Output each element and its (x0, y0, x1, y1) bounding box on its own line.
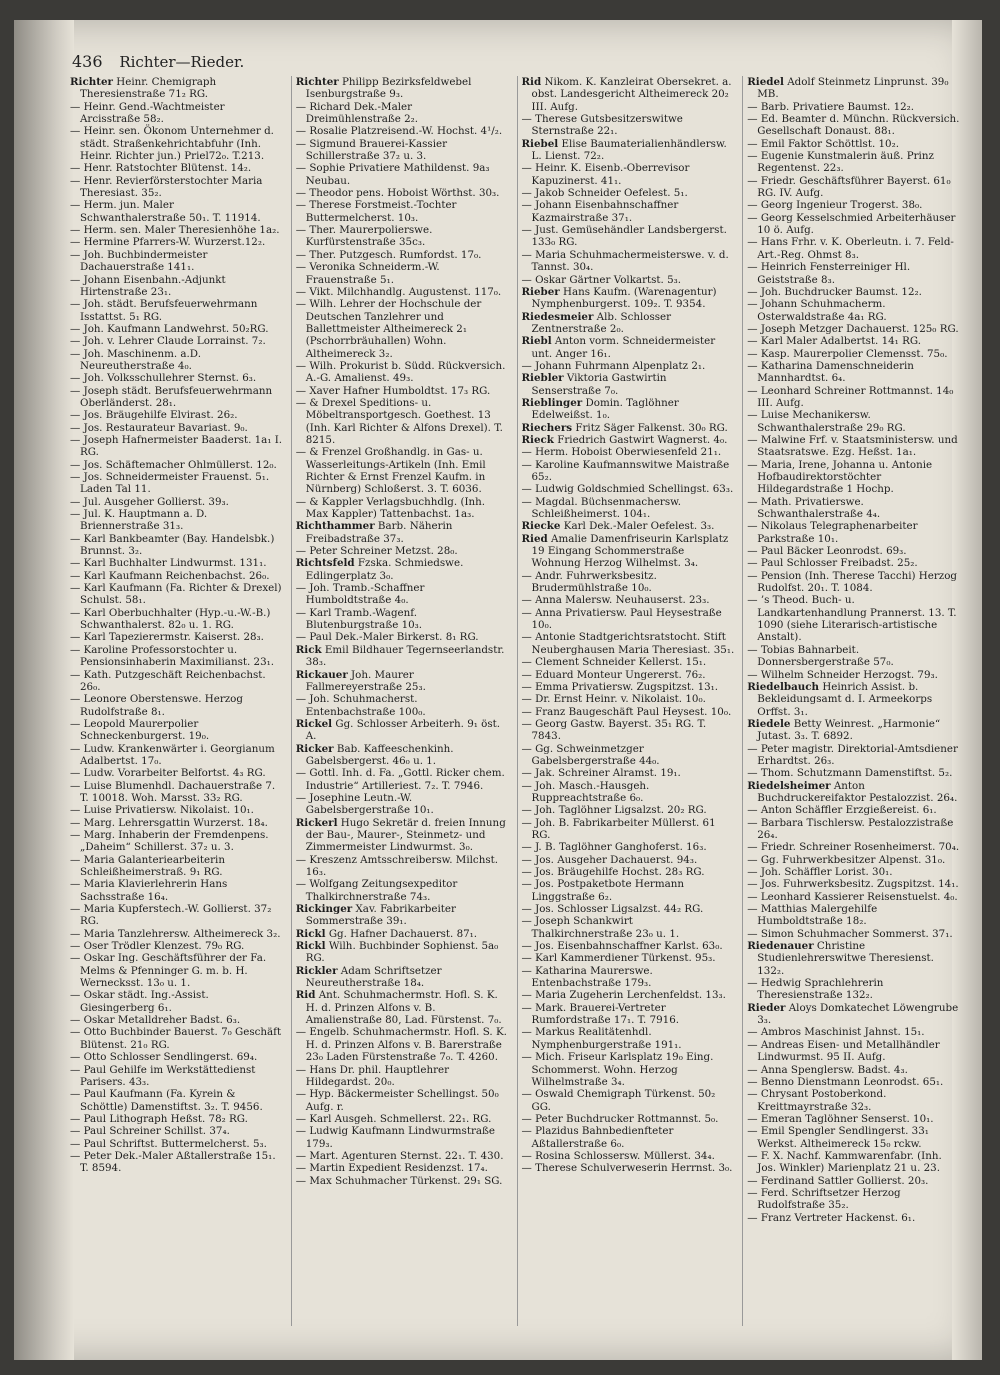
directory-entry: Riedenauer Christine Studienlehrerswitwe Theresienst. 132₂. (747, 940, 934, 977)
column-3 (517, 76, 735, 1326)
surname: Riebel (521, 137, 559, 150)
directory-entry: — Karoline Kaufmannswitwe Maistraße 65₂. (521, 458, 730, 483)
directory-entry: Ried Amalie Damenfriseurin Karlsplatz 19 Eingang Schommerstraße Wohnung Herzog Wilhelmst. 3₄. (521, 532, 729, 570)
directory-entry: Riedele Betty Weinrest. „Harmonie“ Jutast. 3₃. T. 6892. (747, 717, 941, 743)
directory-entry: — Joseph Hafnermeister Baaderst. 1a₁ I. RG. (70, 433, 283, 459)
directory-entry: Rieck Friedrich Gastwirt Wagnerst. 4₀. (521, 433, 728, 446)
directory-entry: — Markus Realitätenhdl. Nymphenburgerstraße 191₁. (521, 1026, 682, 1051)
directory-entry: — Karl Kammerdiener Türkenst. 95₃. (521, 952, 716, 965)
directory-entry: — J. B. Taglöhner Ganghoferst. 16₃. (521, 841, 707, 854)
directory-entry: — Peter Buchdrucker Rottmannst. 5₀. (521, 1112, 719, 1125)
directory-entry: — Luise Privatiersw. Nikolaist. 10₁. (70, 804, 254, 817)
directory-entry: — Gottl. Inh. d. Fa. „Gottl. Ricker chem. Industrie“ Artilleriest. 7₂. T. 7946. (295, 767, 505, 792)
directory-entry: — Franz Vertreter Hackenst. 6₁. (747, 1211, 916, 1224)
directory-entry: — Heinrich Fensterreiniger Hl. Geiststraße 8₃. (747, 261, 911, 286)
directory-entry: — Andr. Fuhrwerksbesitz. Brudermühlstraße 10₀. (521, 569, 657, 595)
directory-entry: — Heinr. K. Eisenb.-Oberrevisor Kapuzinerst. 41₁. (521, 162, 690, 187)
directory-entry: Rickl Gg. Hafner Dachauerst. 87₁. (295, 927, 478, 940)
directory-entry: — Joh. Buchdrucker Baumst. 12₂. (747, 285, 922, 298)
surname: Rickl (295, 927, 326, 940)
directory-entry: — Thom. Schutzmann Damenstiftst. 5₂. (747, 767, 953, 780)
directory-entry: — Theodor pens. Hoboist Wörthst. 30₃. (295, 187, 500, 200)
directory-entry: — Jos. Ausgeher Dachauerst. 94₃. (521, 853, 698, 866)
directory-entry: Riebler Viktoria Gastwirtin Senserstraße 7₀. (521, 372, 667, 397)
directory-entry: Rick Emil Bildhauer Tegernseerlandstr. 38₃. (295, 643, 505, 669)
surname: Ricker (295, 742, 334, 755)
directory-entry: — Herm. jun. Maler Schwanthalerstraße 50₁. T. 11914. (70, 199, 261, 224)
surname: Rid (295, 989, 316, 1002)
directory-entry: Richter Heinr. Chemigraph Theresienstraße 71₂ RG. (70, 76, 217, 101)
directory-entry: — Joh. Buchbindermeister Dachauerstraße 141₁. (70, 248, 208, 274)
surname: Rieck (521, 433, 554, 446)
directory-entry: Rickl Wilh. Buchbinder Sophienst. 5a₀ RG. (295, 940, 499, 965)
directory-entry: Riedelbauch Heinrich Assist. b. Bekleidungsamt d. I. Armeekorps Orffst. 3₁. (747, 680, 933, 718)
directory-entry: — Jos. Eisenbahnschaffner Karlst. 63₀. (521, 940, 723, 953)
directory-entry: — Mich. Friseur Karlsplatz 19₀ Eing. Schommerst. Wohn. Herzog Wilhelmstraße 3₄. (521, 1051, 714, 1088)
directory-entry: — Katharina Damenschneiderin Mannhardtst. 6₄. (747, 359, 914, 385)
directory-columns (70, 76, 960, 1326)
directory-entry: — Joseph Metzger Dachauerst. 125₀ RG. (747, 322, 959, 335)
surname: Richthammer (295, 520, 375, 533)
directory-entry: — Dr. Ernst Heinr. v. Nikolaist. 10₀. (521, 693, 706, 706)
directory-entry: — & Drexel Speditions- u. Möbeltransportgesch. Goethest. 13 (Inh. Karl Richter & Alfons Drexel). T. 8215. (295, 396, 503, 446)
directory-entry: — Math. Privatierswe. Schwanthalerstraße 4₄. (747, 495, 881, 521)
directory-entry: — Jos. Restaurateur Bavariast. 9₀. (70, 421, 248, 434)
directory-entry: — Paul Bäcker Leonrodst. 69₃. (747, 545, 907, 558)
directory-entry: — Oskar Metalldreher Badst. 6₃. (70, 1014, 241, 1027)
directory-entry: — Ferd. Schriftsetzer Herzog Rudolfstraße 35₂. (747, 1186, 901, 1212)
surname: Riebl (521, 335, 552, 348)
surname: Riedelbauch (747, 680, 820, 693)
directory-entry: — Just. Gemüsehändler Landsbergerst. 133₀ RG. (521, 224, 727, 249)
directory-entry: Riebel Elise Baumaterialienhändlersw. L. Lienst. 72₂. (521, 137, 727, 163)
surname: Riebler (521, 372, 564, 385)
directory-entry: — Karl Kaufmann Reichenbachst. 26₀. (70, 569, 270, 582)
directory-entry: — Jul. K. Hauptmann a. D. Briennerstraße 31₃. (70, 508, 208, 533)
directory-entry: Riechers Fritz Säger Falkenst. 30₀ RG. (521, 421, 728, 434)
directory-entry: — Sophie Privatiere Mathildenst. 9a₃ Neubau. (295, 162, 490, 187)
directory-entry: — Paul Schlosser Freibadst. 25₂. (747, 557, 918, 570)
directory-entry: — Johann Schuhmacherm. Osterwaldstraße 4a₁ RG. (747, 298, 887, 323)
directory-entry: Riecke Karl Dek.-Maler Oefelest. 3₃. (521, 520, 715, 533)
directory-entry: — Ferdinand Sattler Gollierst. 20₃. (747, 1174, 929, 1187)
directory-entry: — Ed. Beamter d. Münchn. Rückversich. Gesellschaft Donaust. 88₁. (747, 113, 960, 138)
directory-entry: Riedesmeier Alb. Schlosser Zentnerstraße 2₀. (521, 310, 672, 335)
directory-entry: — Johann Fuhrmann Alpenplatz 2₁. (521, 359, 706, 372)
directory-entry: — Jos. Postpaketbote Hermann Linggstraße 6₂. (521, 878, 685, 903)
directory-entry: — Nikolaus Telegraphenarbeiter Parkstraße 10₁. (747, 520, 918, 545)
directory-entry: — Paul Schreiner Schillst. 37₄. (70, 1125, 230, 1138)
directory-entry: — Karl Buchhalter Lindwurmst. 131₁. (70, 557, 267, 570)
directory-entry: — Maria Galanteriearbeiterin Schleißheimerstraß. 9₁ RG. (70, 853, 225, 878)
directory-entry: Rickel Gg. Schlosser Arbeiterh. 9₁ öst. A. (295, 717, 501, 743)
directory-entry: — Maria Zugeherin Lerchenfeldst. 13₃. (521, 989, 726, 1002)
directory-entry: — Wilh. Lehrer der Hochschule der Deutschen Tanzlehrer und Ballettmeister Altheimereck 2₁ (Pschorrbräuhallen) Wohn. Altheimereck 3₂. (295, 298, 482, 360)
surname: Rickerl (295, 816, 338, 829)
directory-entry: — Jos. Bräugehilfe Hochst. 28₃ RG. (521, 866, 705, 878)
surname: Riechers (521, 421, 573, 434)
directory-entry: — Ther. Putzgesch. Rumfordst. 17₀. (295, 248, 482, 261)
running-title: Richter—Rieder. (119, 53, 245, 71)
surname: Riedel (747, 76, 784, 88)
directory-entry: — Wilhelm Schneider Herzogst. 79₃. (747, 668, 938, 681)
directory-entry: — Karl Ausgeh. Schmellerst. 22₁. RG. (295, 1112, 492, 1125)
directory-entry: — Kasp. Maurerpolier Clemensst. 75₀. (747, 347, 948, 360)
directory-entry: — Peter magistr. Direktorial-Amtsdiener Erhardtst. 26₃. (747, 742, 958, 767)
directory-entry: — Maria Tanzlehrersw. Altheimereck 3₂. (70, 927, 281, 940)
surname: Rickl (295, 940, 326, 953)
directory-entry: — Richard Dek.-Maler Dreimühlenstraße 2₂. (295, 100, 419, 126)
directory-entry: — Wolfgang Zeitungsexpeditor Thalkirchnerstraße 74₃. (295, 878, 458, 903)
directory-entry: — Kreszenz Amtsschreibersw. Milchst. 16₃. (295, 853, 499, 878)
directory-entry: — Paul Gehilfe im Werkstättedienst Parisers. 43₃. (70, 1063, 256, 1088)
directory-entry: Rieder Aloys Domkatechet Löwengrube 3₃. (747, 1001, 959, 1027)
directory-entry: — & Frenzel Großhandlg. in Gas- u. Wasserleitungs-Artikeln (Inh. Emil Richter & Ernst Frenzel Kaufm. in Nürnberg) Schloßerst. 3. T. 6036. (295, 446, 486, 496)
directory-entry: Rid Ant. Schuhmachermstr. Hofl. S. K. H. d. Prinzen Alfons v. B. Amalienstraße 80, Lad. Fürstenst. 7₀. (295, 989, 502, 1027)
directory-entry: — Paul Schriftst. Buttermelcherst. 5₃. (70, 1137, 267, 1150)
directory-entry: — Friedr. Schreiner Rosenheimerst. 70₄. (747, 841, 960, 854)
directory-entry: — Joh. Taglöhner Ligsalzst. 20₂ RG. (521, 804, 707, 817)
directory-entry: — Therese Forstmeist.-Tochter Buttermelcherst. 10₃. (295, 199, 457, 224)
directory-entry: — Maria, Irene, Johanna u. Antonie Hofbaudirektorstöchter Hildegardstraße 1 Hochp. (747, 458, 933, 496)
page-number: 436 (72, 52, 103, 71)
directory-entry: — Georg Ingenieur Trogerst. 38₀. (747, 199, 923, 212)
directory-entry: — Malwine Frf. v. Staatsministersw. und Staatsratswe. Ezg. Heßst. 1a₁. (747, 433, 958, 459)
directory-entry: — Mark. Brauerei-Vertreter Rumfordstraße 17₁. T. 7916. (521, 1001, 680, 1027)
directory-entry: — Rosalie Platzreisend.-W. Hochst. 4¹/₂. (295, 125, 503, 138)
directory-entry: — Leopold Maurerpolier Schneckenburgerst. 19₀. (70, 717, 210, 743)
surname: Richter (295, 76, 339, 88)
directory-entry: — Gg. Fuhrwerkbesitzer Alpenst. 31₀. (747, 853, 946, 866)
surname: Rieder (747, 1001, 786, 1014)
directory-entry: — Vikt. Milchhandlg. Augustenst. 117₀. (295, 285, 502, 298)
surname: Rieber (521, 285, 560, 298)
directory-entry: — Anna Privatiersw. Paul Heysestraße 10₀. (521, 606, 722, 632)
directory-entry: — Wilh. Prokurist b. Südd. Rückversich. A.-G. Amalienst. 49₃. (295, 359, 506, 385)
directory-entry: — Marg. Lehrersgattin Wurzerst. 18₄. (70, 816, 268, 829)
directory-entry: — Paul Dek.-Maler Birkerst. 8₁ RG. (295, 631, 479, 644)
directory-entry: — Ludw. Krankenwärter i. Georgianum Adalbertst. 17₀. (70, 742, 275, 767)
directory-entry: — Jos. Schneidermeister Frauenst. 5₁. Laden Tal 11. (70, 471, 270, 496)
directory-entry: — Joh. Tramb.-Schaffner Humboldtstraße 4₀. (295, 582, 425, 607)
directory-entry: — Karl Tramb.-Wagenf. Blutenburgstraße 10₃. (295, 606, 423, 632)
directory-entry: — Tobias Bahnarbeit. Donnersbergerstraße 57₀. (747, 643, 894, 669)
directory-entry: — Jak. Schreiner Alramst. 19₁. (521, 767, 681, 780)
directory-entry: — Joh. städt. Berufsfeuerwehrmann Isstattst. 5₁ RG. (70, 298, 258, 323)
directory-entry: — Clement Schneider Kellerst. 15₁. (521, 656, 707, 669)
directory-entry: — Georg Gastw. Bayerst. 35₁ RG. T. 7843. (521, 717, 707, 743)
directory-entry: — Franz Baugeschäft Paul Heysest. 10₀. (521, 705, 732, 718)
directory-entry: — Magdal. Büchsenmachersw. Schleißheimerst. 104₁. (521, 495, 681, 521)
directory-entry: — Barbara Tischlersw. Pestalozzistraße 26₄. (747, 816, 954, 841)
directory-entry: — Matthias Malergehilfe Humboldtstraße 18₂. (747, 903, 878, 928)
surname: Rick (295, 643, 322, 656)
column-1 (70, 76, 283, 1326)
surname: Richter (70, 76, 113, 88)
directory-entry: — Maria Kupferstech.-W. Gollierst. 37₂ RG. (70, 903, 272, 928)
directory-entry: — Oskar städt. Ing.-Assist. Giesingerberg 6₁. (70, 989, 209, 1014)
directory-entry: — Henr. Ratstochter Blütenst. 14₂. (70, 162, 252, 175)
directory-entry: — Georg Kesselschmied Arbeiterhäuser 10 ö. Aufg. (747, 211, 956, 237)
column-2 (291, 76, 509, 1326)
directory-entry: — Joh. Volksschullehrer Sternst. 6₃. (70, 372, 257, 385)
directory-entry: — & Kappler Verlagsbuchhdlg. (Inh. Max Kappler) Tattenbachst. 1a₃. (295, 495, 486, 521)
directory-entry: — Ambros Maschinist Jahnst. 15₁. (747, 1026, 925, 1039)
directory-entry: Richter Philipp Bezirksfeldwebel Isenburgstraße 9₃. (295, 76, 472, 101)
directory-entry: — Jos. Fuhrwerksbesitz. Zugspitzst. 14₁. (747, 878, 959, 891)
directory-entry: — Peter Dek.-Maler Aßtallerstraße 15₁. T. 8594. (70, 1149, 276, 1175)
directory-entry: — Joh. B. Fabrikarbeiter Müllerst. 61 RG. (521, 816, 716, 841)
surname: Riedele (747, 717, 791, 730)
directory-entry: — Kath. Putzgeschäft Reichenbachst. 26₀. (70, 668, 266, 693)
directory-entry: — Joseph städt. Berufsfeuerwehrmann Oberländerst. 28₁. (70, 384, 273, 409)
surname: Rickler (295, 964, 338, 977)
directory-entry: — Hans Frhr. v. K. Oberleutn. i. 7. Feld-Art.-Reg. Ohmst 8₃. (747, 236, 954, 261)
directory-entry: Rickler Adam Schriftsetzer Neureutherstraße 18₄. (295, 964, 442, 990)
directory-entry: — Anton Schäffler Erzgießereist. 6₁. (747, 804, 937, 817)
directory-entry: — Anna Spenglersw. Badst. 4₃. (747, 1063, 908, 1076)
directory-entry: Rieblinger Domin. Taglöhner Edelweißst. 1₀. (521, 396, 679, 422)
directory-entry: — Joh. v. Lehrer Claude Lorrainst. 7₂. (70, 335, 266, 348)
directory-entry: — Hermine Pfarrers-W. Wurzerst.12₂. (70, 236, 266, 249)
directory-entry: Rickinger Xav. Fabrikarbeiter Sommerstraße 39₁. (295, 903, 456, 928)
directory-entry: — Emil Faktor Schöttlst. 10₂. (747, 137, 900, 150)
directory-entry: — Paul Lithograph Heßst. 78₂ RG. (70, 1112, 248, 1125)
directory-entry: Riedel Adolf Steinmetz Linprunst. 39₀ MB. (747, 76, 949, 101)
directory-entry: — Pension (Inh. Therese Tacchi) Herzog Rudolfst. 20₁. T. 1084. (747, 569, 958, 595)
directory-entry: — Chrysant Postoberkond. Kreittmayrstraße 32₃. (747, 1088, 887, 1113)
directory-entry: — Hyp. Bäckermeister Schellingst. 50₀ Aufg. r. (295, 1088, 499, 1113)
surname: Riedesmeier (521, 310, 594, 323)
directory-entry: — Therese Schulverweserin Herrnst. 3₀. (521, 1162, 733, 1175)
directory-entry: — Joh. Schuhmacherst. Entenbachstraße 100₀. (295, 693, 426, 718)
directory-entry: — Mart. Agenturen Sternst. 22₁. T. 430. (295, 1149, 504, 1162)
directory-entry: — Engelb. Schuhmachermstr. Hofl. S. K. H. d. Prinzen Alfons v. B. Barerstraße 23₀ Laden Fürstenstraße 7₀. T. 4260. (295, 1026, 507, 1064)
directory-entry: — Rosina Schlossersw. Müllerst. 34₄. (521, 1149, 715, 1162)
directory-entry: — Leonhard Kassierer Reisenstuelst. 4₀. (747, 890, 958, 903)
directory-entry: — Anna Malersw. Neuhauserst. 23₃. (521, 594, 710, 607)
surname: Rieblinger (521, 396, 583, 409)
directory-entry: — Gg. Schweinmetzger Gabelsbergerstraße 44₀. (521, 742, 660, 767)
directory-entry: — Karl Bankbeamter (Bay. Handelsbk.) Brunnst. 3₂. (70, 532, 275, 558)
directory-entry: — ’s Theod. Buch- u. Landkartenhandlung Prannerst. 13. T. 1090 (siehe Literarisch-artistische Anstalt). (747, 594, 957, 644)
directory-entry: — Henr. Revierförsterstochter Maria Theresiast. 35₂. (70, 174, 263, 200)
directory-entry: — Jul. Ausgeher Gollierst. 39₃. (70, 495, 229, 508)
directory-entry: — Joh. Masch.-Hausgeh. Ruppreachtstraße 6₀. (521, 779, 650, 804)
directory-entry: — Karl Oberbuchhalter (Hyp.-u.-W.-B.) Schwanthalerst. 82₀ u. 1. RG. (70, 606, 271, 632)
directory-entry: — Barb. Privatiere Baumst. 12₂. (747, 100, 915, 113)
surname: Rickel (295, 717, 333, 730)
directory-entry: — F. X. Nachf. Kammwarenfabr. (Inh. Jos. Winkler) Marienplatz 21 u. 23. (747, 1149, 942, 1175)
directory-entry: — Ludw. Vorarbeiter Belfortst. 4₃ RG. (70, 767, 266, 780)
directory-entry: — Sigmund Brauerei-Kassier Schillerstraße 37₂ u. 3. (295, 137, 448, 163)
directory-entry: — Paul Kaufmann (Fa. Kyrein & Schöttle) Damenstiftst. 3₂. T. 9456. (70, 1088, 263, 1113)
directory-entry: — Therese Gutsbesitzerswitwe Sternstraße 22₁. (521, 113, 683, 138)
directory-entry: — Hans Dr. phil. Hauptlehrer Hildegardst. 20₀. (295, 1063, 450, 1088)
directory-entry: — Heinr. Gend.-Wachtmeister Arcisstraße 58₂. (70, 100, 225, 126)
directory-entry: — Emil Spengler Sendlingerst. 33₁ Werkst. Altheimereck 15₀ rckw. (747, 1125, 929, 1150)
directory-entry: — Peter Schreiner Metzst. 28₀. (295, 545, 458, 558)
directory-entry: — Herm. Hoboist Oberwiesenfeld 21₁. (521, 446, 722, 459)
directory-entry: — Leonore Oberstenswe. Herzog Rudolfstraße 8₁. (70, 693, 243, 718)
directory-entry: — Emma Privatiersw. Zugspitzst. 13₁. (521, 680, 719, 693)
directory-entry: — Heinr. sen. Ökonom Unternehmer d. städt. Straßenkehrichtabfuhr (Inh. Heinr. Richter jun.) Priel72₀. T.213. (70, 125, 274, 163)
directory-entry: Riebl Anton vorm. Schneidermeister unt. Anger 16₁. (521, 335, 716, 360)
directory-entry: — Andreas Eisen- und Metallhändler Lindwurmst. 95 II. Aufg. (747, 1038, 940, 1064)
surname: Riedelsheimer (747, 779, 831, 792)
directory-entry: — Max Schuhmacher Türkenst. 29₁ SG. (295, 1174, 503, 1187)
directory-entry: — Josephine Leutn.-W. Gabelsbergerstraße 10₁. (295, 791, 434, 817)
directory-entry: — Ludwig Goldschmied Schellingst. 63₃. (521, 483, 734, 496)
directory-entry: — Karl Kaufmann (Fa. Richter & Drexel) Schulst. 58₁. (70, 582, 282, 607)
directory-entry: — Karl Maler Adalbertst. 14₁ RG. (747, 335, 921, 348)
directory-entry: — Hedwig Sprachlehrerin Theresienstraße 132₂. (747, 977, 884, 1002)
directory-entry: — Eugenie Kunstmalerin äuß. Prinz Regentenst. 22₃. (747, 150, 934, 175)
directory-entry: — Herm. sen. Maler Theresienhöhe 1a₂. (70, 224, 280, 237)
directory-entry: — Leonhard Schreiner Rottmannst. 14₀ III. Aufg. (747, 384, 954, 409)
directory-entry: — Joh. Kaufmann Landwehrst. 50₂RG. (70, 322, 269, 335)
surname: Riedenauer (747, 940, 814, 953)
directory-entry: — Karoline Professorstochter u. Pensionsinhaberin Maximilianst. 23₁. (70, 643, 275, 669)
directory-entry: Rid Nikom. K. Kanzleirat Obersekret. a. obst. Landesgericht Altheimereck 20₂ III. Aufg. (521, 76, 732, 113)
directory-entry: — Benno Dienstmann Leonrodst. 65₁. (747, 1075, 944, 1088)
directory-entry: — Eduard Monteur Ungererst. 76₂. (521, 668, 706, 681)
directory-entry: — Katharina Maurerswe. Entenbachstraße 179₃. (521, 964, 653, 990)
directory-entry: — Luise Blumenhdl. Dachauerstraße 7. T. 10018. Woh. Marsst. 33₂ RG. (70, 779, 276, 804)
directory-entry: — Emeran Taglöhner Senserst. 10₁. (747, 1112, 934, 1125)
directory-entry: — Jos. Schäftemacher Ohlmüllerst. 12₀. (70, 458, 277, 471)
running-header (72, 52, 244, 71)
directory-entry: — Joh. Schäffler Lorist. 30₁. (747, 866, 893, 878)
directory-entry: — Maria Schuhmachermeisterswe. v. d. Tannst. 30₄. (521, 248, 729, 274)
surname: Rickauer (295, 668, 348, 681)
surname: Riecke (521, 520, 561, 533)
directory-entry: Riedelsheimer Anton Buchdruckereifaktor Pestalozzist. 26₄. (747, 779, 958, 804)
directory-entry: — Ther. Maurerpolierswe. Kurfürstenstraße 35c₃. (295, 224, 433, 249)
directory-entry: — Oskar Ing. Geschäftsführer der Fa. Melms & Pfenninger G. m. b. H. Wernecksst. 13₀ u. 1. (70, 952, 267, 990)
directory-entry: — Otto Schlosser Sendlingerst. 69₄. (70, 1051, 258, 1064)
directory-entry: — Jos. Bräugehilfe Elvirast. 26₂. (70, 409, 238, 422)
directory-entry: Ricker Bab. Kaffeeschenkinh. Gabelsbergerst. 46₀ u. 1. (295, 742, 454, 767)
directory-entry: — Plazidus Bahnbedienfteter Aßtallerstraße 6₀. (521, 1125, 674, 1150)
directory-entry: — Johann Eisenbahn.-Adjunkt Hirtenstraße 23₁. (70, 273, 226, 298)
directory-entry: — Simon Schuhmacher Sommerst. 37₁. (747, 927, 953, 940)
directory-entry: — Oskar Gärtner Volkartst. 5₃. (521, 273, 682, 286)
directory-entry: — Ludwig Kaufmann Lindwurmstraße 179₃. (295, 1125, 496, 1150)
directory-entry: — Joseph Schankwirt Thalkirchnerstraße 23₀ u. 1. (521, 915, 680, 940)
book-spine-shadow (14, 20, 74, 1360)
directory-entry: — Jakob Schneider Oefelest. 5₁. (521, 187, 688, 200)
directory-entry: — Oswald Chemigraph Türkenst. 50₂ GG. (521, 1088, 716, 1113)
directory-entry: — Karl Tapezierermstr. Kaiserst. 28₃. (70, 631, 264, 644)
directory-entry: Richtsfeld Fzska. Schmiedswe. Edlingerplatz 3₀. (295, 557, 464, 582)
column-4 (742, 76, 960, 1326)
directory-entry: — Martin Expedient Residenzst. 17₄. (295, 1162, 488, 1175)
directory-entry: — Luise Mechanikersw. Schwanthalerstraße 29₀ RG. (747, 409, 906, 434)
directory-entry: Rickerl Hugo Sekretär d. freien Innung der Bau-, Maurer-, Steinmetz- und Zimmermeister Lindwurmst. 3₀. (295, 816, 506, 854)
directory-entry: — Otto Buchbinder Bauerst. 7₀ Geschäft Blütenst. 21₀ RG. (70, 1026, 282, 1051)
surname: Rid (521, 76, 542, 88)
directory-entry: — Jos. Schlosser Ligsalzst. 44₂ RG. (521, 903, 704, 916)
directory-entry: — Friedr. Geschäftsführer Bayerst. 61₀ RG. IV. Aufg. (747, 174, 951, 200)
surname: Rickinger (295, 903, 353, 916)
directory-entry: — Veronika Schneiderm.-W. Frauenstraße 5₁. (295, 261, 440, 286)
directory-entry: Richthammer Barb. Näherin Freibadstraße 37₃. (295, 520, 453, 545)
directory-entry: — Maria Klavierlehrerin Hans Sachsstraße 16₄. (70, 878, 228, 903)
directory-entry: — Johann Eisenbahnschaffner Kazmairstraße 37₁. (521, 199, 679, 224)
directory-entry: — Antonie Stadtgerichtsratstocht. Stift Neuberghausen Maria Theresiast. 35₁. (521, 631, 735, 656)
directory-entry: — Joh. Maschinenm. a.D. Neureutherstraße 4₀. (70, 347, 201, 372)
directory-entry: — Marg. Inhaberin der Fremdenpens. „Daheim“ Schillerst. 37₂ u. 3. (70, 828, 269, 854)
surname: Richtsfeld (295, 557, 355, 570)
directory-entry: — Xaver Hafner Humboldtst. 17₃ RG. (295, 384, 491, 397)
directory-entry: — Oser Trödler Klenzest. 79₀ RG. (70, 940, 245, 953)
surname: Ried (521, 532, 548, 545)
directory-entry: Rickauer Joh. Maurer Fallmereyerstraße 25₃. (295, 668, 426, 693)
directory-entry: Rieber Hans Kaufm. (Warenagentur) Nymphenburgerst. 109₂. T. 9354. (521, 285, 717, 311)
